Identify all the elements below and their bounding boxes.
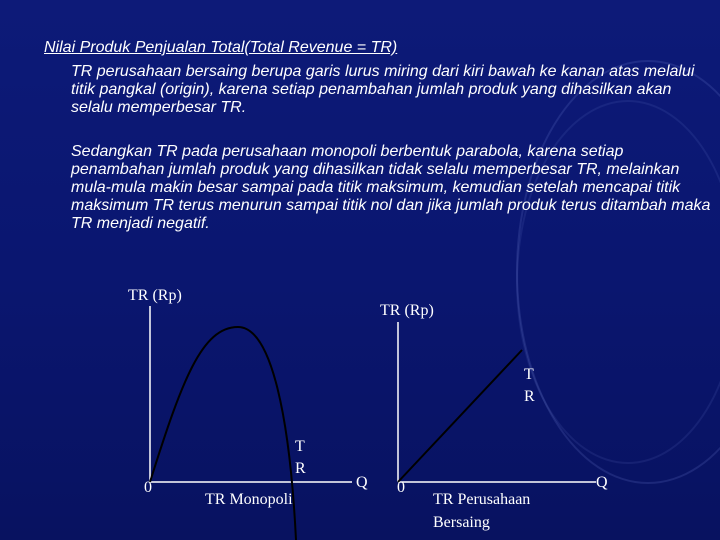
paragraph-competitive-tr: TR perusahaan bersaing berupa garis lurus miring dari kiri bawah ke kanan atas melalui titik pangkal (origin), karena setiap penambahan jumlah produk yang dihasilkan akan selalu memperbesar TR. <box>71 63 695 116</box>
paragraph-monopoly-tr: Sedangkan TR pada perusahaan monopoli berbentuk parabola, karena setiap penambahan jumlah produk yang dihasilkan tidak selalu memperbesar TR, melainkan mula-mula makin besar sampai pada titik maksimum, kemudian setelah mencapai titik maksimum TR terus menurun sampai titik nol dan jika jumlah produk terus ditambah maka TR menjadi negatif. <box>71 143 711 232</box>
right-graph-caption-line1: TR Perusahaan <box>433 491 531 508</box>
right-graph-caption-line2: Bersaing <box>433 514 490 531</box>
right-line-label-r: R <box>524 388 535 405</box>
right-x-axis-label: Q <box>596 474 608 491</box>
slide-heading: Nilai Produk Penjualan Total(Total Revenue = TR) <box>44 39 398 56</box>
left-y-axis-label: TR (Rp) <box>128 287 182 304</box>
left-origin-label: 0 <box>144 479 152 496</box>
right-line-label-t: T <box>524 366 534 383</box>
tr-competitive-line <box>398 350 522 482</box>
left-graph-caption: TR Monopoli <box>205 491 293 508</box>
right-y-axis-label: TR (Rp) <box>380 302 434 319</box>
right-origin-label: 0 <box>397 479 405 496</box>
left-curve-label-t: T <box>295 438 305 455</box>
left-x-axis-label: Q <box>356 474 368 491</box>
left-curve-label-r: R <box>295 460 306 477</box>
